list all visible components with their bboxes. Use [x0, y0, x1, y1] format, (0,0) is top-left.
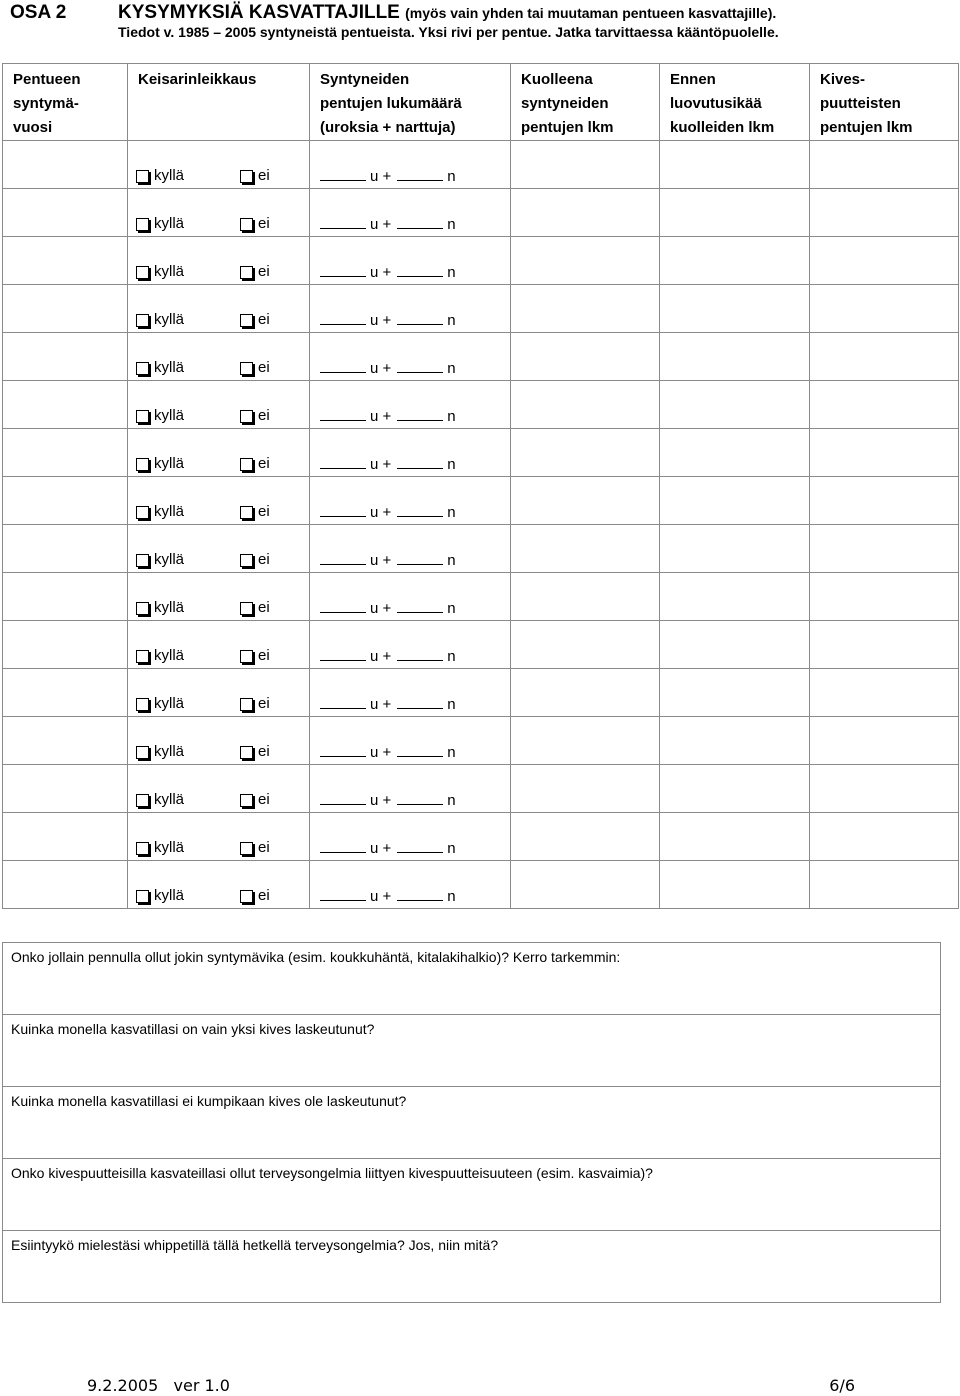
checkbox-icon[interactable] [240, 554, 253, 567]
birth-year-cell[interactable] [3, 189, 128, 237]
caesarean-no-option[interactable]: ei [240, 503, 270, 520]
birth-year-cell[interactable] [3, 717, 128, 765]
born-count-cell: u + n [310, 477, 511, 525]
checkbox-icon[interactable] [136, 266, 149, 279]
birth-year-cell[interactable] [3, 669, 128, 717]
females-blank[interactable] [397, 167, 443, 181]
caesarean-no-option[interactable]: ei [240, 263, 270, 280]
caesarean-no-option[interactable]: ei [240, 647, 270, 664]
females-blank[interactable] [397, 263, 443, 277]
males-blank[interactable] [320, 503, 366, 517]
males-blank[interactable] [320, 407, 366, 421]
died-early-cell[interactable] [660, 477, 810, 525]
caesarean-no-option[interactable]: ei [240, 359, 270, 376]
checkbox-icon[interactable] [240, 218, 253, 231]
females-blank[interactable] [397, 599, 443, 613]
caesarean-cell [128, 237, 310, 285]
stillborn-cell[interactable] [511, 717, 660, 765]
birth-year-cell[interactable] [3, 573, 128, 621]
males-blank[interactable] [320, 695, 366, 709]
cryptorchid-cell[interactable] [810, 717, 959, 765]
died-early-cell[interactable] [660, 141, 810, 189]
table-row [3, 717, 959, 765]
table-row [3, 813, 959, 861]
females-blank[interactable] [397, 647, 443, 661]
born-count-cell: u + n [310, 285, 511, 333]
males-blank[interactable] [320, 215, 366, 229]
checkbox-icon[interactable] [136, 554, 149, 567]
birth-year-cell[interactable] [3, 285, 128, 333]
females-blank[interactable] [397, 695, 443, 709]
cryptorchid-cell[interactable] [810, 381, 959, 429]
caesarean-no-option[interactable]: ei [240, 311, 270, 328]
stillborn-cell[interactable] [511, 861, 660, 909]
females-blank[interactable] [397, 311, 443, 325]
caesarean-no-option[interactable]: ei [240, 455, 270, 472]
caesarean-no-option[interactable]: ei [240, 887, 270, 904]
caesarean-cell [128, 189, 310, 237]
stillborn-cell[interactable] [511, 429, 660, 477]
died-early-cell[interactable] [660, 189, 810, 237]
stillborn-cell[interactable] [511, 621, 660, 669]
females-blank[interactable] [397, 887, 443, 901]
cryptorchid-cell[interactable] [810, 573, 959, 621]
questions-box [2, 942, 941, 1303]
females-blank[interactable] [397, 455, 443, 469]
table-row [3, 381, 959, 429]
died-early-cell[interactable] [660, 861, 810, 909]
cryptorchid-cell[interactable] [810, 813, 959, 861]
checkbox-icon[interactable] [136, 506, 149, 519]
males-blank[interactable] [320, 599, 366, 613]
born-count-cell: u + n [310, 573, 511, 621]
caesarean-cell [128, 381, 310, 429]
born-count-cell: u + n [310, 813, 511, 861]
checkbox-icon[interactable] [240, 266, 253, 279]
females-blank[interactable] [397, 839, 443, 853]
checkbox-icon[interactable] [136, 602, 149, 615]
caesarean-no-option[interactable]: ei [240, 167, 270, 184]
checkbox-icon[interactable] [240, 650, 253, 663]
checkbox-icon[interactable] [240, 842, 253, 855]
died-early-cell[interactable] [660, 429, 810, 477]
col-caesarean: Keisarinleikkaus [128, 64, 310, 141]
title-note: (myös vain yhden tai muutaman pentueen kasvattajille). [405, 5, 777, 21]
caesarean-cell [128, 813, 310, 861]
checkbox-icon[interactable] [136, 746, 149, 759]
females-blank[interactable] [397, 551, 443, 565]
caesarean-cell [128, 333, 310, 381]
checkbox-icon[interactable] [240, 890, 253, 903]
caesarean-no-option[interactable]: ei [240, 695, 270, 712]
caesarean-yes-option[interactable]: kyllä [136, 359, 184, 376]
died-early-cell[interactable] [660, 237, 810, 285]
born-count-cell: u + n [310, 765, 511, 813]
females-blank[interactable] [397, 503, 443, 517]
caesarean-no-option[interactable]: ei [240, 839, 270, 856]
table-row [3, 477, 959, 525]
checkbox-icon[interactable] [136, 458, 149, 471]
caesarean-yes-option[interactable]: kyllä [136, 311, 184, 328]
checkbox-icon[interactable] [240, 458, 253, 471]
caesarean-yes-option[interactable]: kyllä [136, 551, 184, 568]
caesarean-no-option[interactable]: ei [240, 215, 270, 232]
females-blank[interactable] [397, 407, 443, 421]
born-count-cell: u + n [310, 861, 511, 909]
caesarean-yes-option[interactable]: kyllä [136, 503, 184, 520]
cryptorchid-cell[interactable] [810, 429, 959, 477]
born-count-cell: u + n [310, 429, 511, 477]
caesarean-yes-option[interactable]: kyllä [136, 167, 184, 184]
cryptorchid-cell[interactable] [810, 765, 959, 813]
caesarean-cell [128, 525, 310, 573]
caesarean-no-option[interactable]: ei [240, 551, 270, 568]
stillborn-cell[interactable] [511, 765, 660, 813]
males-blank[interactable] [320, 839, 366, 853]
males-blank[interactable] [320, 647, 366, 661]
stillborn-cell[interactable] [511, 237, 660, 285]
cryptorchid-cell[interactable] [810, 189, 959, 237]
birth-year-cell[interactable] [3, 765, 128, 813]
birth-year-cell[interactable] [3, 141, 128, 189]
females-blank[interactable] [397, 359, 443, 373]
cryptorchid-cell[interactable] [810, 237, 959, 285]
table-row [3, 765, 959, 813]
males-blank[interactable] [320, 263, 366, 277]
subtitle: Tiedot v. 1985 – 2005 syntyneistä pentueista. Yksi rivi per pentue. Jatka tarvittaessa kääntöpuolelle. [118, 24, 779, 40]
birth-year-cell[interactable] [3, 381, 128, 429]
checkbox-icon[interactable] [240, 506, 253, 519]
cryptorchid-cell[interactable] [810, 477, 959, 525]
table-row [3, 861, 959, 909]
caesarean-cell [128, 141, 310, 189]
checkbox-icon[interactable] [136, 362, 149, 375]
caesarean-cell [128, 573, 310, 621]
caesarean-cell [128, 669, 310, 717]
col-died-early: Ennen luovutusikää kuolleiden lkm [660, 64, 810, 141]
caesarean-cell [128, 429, 310, 477]
caesarean-yes-option[interactable]: kyllä [136, 215, 184, 232]
died-early-cell[interactable] [660, 381, 810, 429]
table-row [3, 285, 959, 333]
caesarean-yes-option[interactable]: kyllä [136, 599, 184, 616]
born-count-cell: u + n [310, 621, 511, 669]
title-main: KYSYMYKSIÄ KASVATTAJILLE [118, 2, 400, 23]
checkbox-icon[interactable] [136, 410, 149, 423]
stillborn-cell[interactable] [511, 381, 660, 429]
table-row [3, 573, 959, 621]
table-row [3, 189, 959, 237]
birth-year-cell[interactable] [3, 333, 128, 381]
table-row [3, 237, 959, 285]
footer-page: 6/6 [829, 1376, 855, 1395]
table-header-row [3, 64, 959, 141]
checkbox-icon[interactable] [136, 650, 149, 663]
checkbox-icon[interactable] [240, 314, 253, 327]
checkbox-icon[interactable] [240, 698, 253, 711]
males-blank[interactable] [320, 551, 366, 565]
checkbox-icon[interactable] [136, 314, 149, 327]
checkbox-icon[interactable] [240, 602, 253, 615]
stillborn-cell[interactable] [511, 813, 660, 861]
checkbox-icon[interactable] [240, 410, 253, 423]
cryptorchid-cell[interactable] [810, 621, 959, 669]
cryptorchid-cell[interactable] [810, 669, 959, 717]
birth-year-cell[interactable] [3, 477, 128, 525]
checkbox-icon[interactable] [136, 698, 149, 711]
checkbox-icon[interactable] [240, 794, 253, 807]
checkbox-icon[interactable] [136, 794, 149, 807]
caesarean-cell [128, 621, 310, 669]
died-early-cell[interactable] [660, 333, 810, 381]
born-count-cell: u + n [310, 669, 511, 717]
caesarean-yes-option[interactable]: kyllä [136, 455, 184, 472]
question-no-testicles[interactable]: Kuinka monella kasvatillasi ei kumpikaan kives ole laskeutunut? [3, 1087, 940, 1159]
birth-year-cell[interactable] [3, 429, 128, 477]
caesarean-no-option[interactable]: ei [240, 791, 270, 808]
died-early-cell[interactable] [660, 765, 810, 813]
stillborn-cell[interactable] [511, 573, 660, 621]
born-count-cell: u + n [310, 381, 511, 429]
cryptorchid-cell[interactable] [810, 861, 959, 909]
checkbox-icon[interactable] [136, 890, 149, 903]
born-count-cell: u + n [310, 141, 511, 189]
caesarean-yes-option[interactable]: kyllä [136, 695, 184, 712]
birth-year-cell[interactable] [3, 813, 128, 861]
table-row [3, 429, 959, 477]
cryptorchid-cell[interactable] [810, 333, 959, 381]
question-birth-defects[interactable]: Onko jollain pennulla ollut jokin syntymävika (esim. koukkuhäntä, kitalakihalkio)? Kerro tarkemmin: [3, 943, 940, 1015]
males-blank[interactable] [320, 791, 366, 805]
checkbox-icon[interactable] [136, 842, 149, 855]
col-cryptorchid: Kives- puutteisten pentujen lkm [810, 64, 959, 141]
males-blank[interactable] [320, 887, 366, 901]
died-early-cell[interactable] [660, 717, 810, 765]
stillborn-cell[interactable] [511, 189, 660, 237]
caesarean-cell [128, 765, 310, 813]
question-cryptorchid-health[interactable]: Onko kivespuutteisilla kasvateillasi ollut terveysongelmia liittyen kivespuutteisuuteen (esim. kasvaimia)? [3, 1159, 940, 1231]
birth-year-cell[interactable] [3, 621, 128, 669]
stillborn-cell[interactable] [511, 477, 660, 525]
caesarean-cell [128, 285, 310, 333]
caesarean-yes-option[interactable]: kyllä [136, 407, 184, 424]
checkbox-icon[interactable] [240, 362, 253, 375]
table-row [3, 525, 959, 573]
died-early-cell[interactable] [660, 285, 810, 333]
males-blank[interactable] [320, 455, 366, 469]
caesarean-no-option[interactable]: ei [240, 743, 270, 760]
birth-year-cell[interactable] [3, 861, 128, 909]
caesarean-yes-option[interactable]: kyllä [136, 263, 184, 280]
col-birth-year: Pentueen syntymä- vuosi [3, 64, 128, 141]
died-early-cell[interactable] [660, 525, 810, 573]
birth-year-cell[interactable] [3, 525, 128, 573]
birth-year-cell[interactable] [3, 237, 128, 285]
stillborn-cell[interactable] [511, 141, 660, 189]
stillborn-cell[interactable] [511, 285, 660, 333]
stillborn-cell[interactable] [511, 525, 660, 573]
checkbox-icon[interactable] [136, 218, 149, 231]
col-born-count: Syntyneiden pentujen lukumäärä (uroksia + narttuja) [310, 64, 511, 141]
males-blank[interactable] [320, 311, 366, 325]
females-blank[interactable] [397, 743, 443, 757]
died-early-cell[interactable] [660, 813, 810, 861]
litter-table [2, 63, 959, 909]
males-blank[interactable] [320, 359, 366, 373]
caesarean-no-option[interactable]: ei [240, 407, 270, 424]
died-early-cell[interactable] [660, 573, 810, 621]
table-row [3, 669, 959, 717]
caesarean-yes-option[interactable]: kyllä [136, 887, 184, 904]
checkbox-icon[interactable] [136, 170, 149, 183]
caesarean-yes-option[interactable]: kyllä [136, 839, 184, 856]
born-count-cell: u + n [310, 333, 511, 381]
males-blank[interactable] [320, 743, 366, 757]
cryptorchid-cell[interactable] [810, 525, 959, 573]
cryptorchid-cell[interactable] [810, 285, 959, 333]
table-row [3, 333, 959, 381]
males-blank[interactable] [320, 167, 366, 181]
form-title [118, 2, 938, 41]
cryptorchid-cell[interactable] [810, 141, 959, 189]
caesarean-cell [128, 477, 310, 525]
caesarean-cell [128, 861, 310, 909]
born-count-cell: u + n [310, 717, 511, 765]
females-blank[interactable] [397, 215, 443, 229]
caesarean-yes-option[interactable]: kyllä [136, 647, 184, 664]
born-count-cell: u + n [310, 189, 511, 237]
footer-version: 9.2.2005 ver 1.0 [87, 1376, 230, 1395]
section-label: OSA 2 [10, 2, 67, 23]
died-early-cell[interactable] [660, 669, 810, 717]
table-row [3, 621, 959, 669]
checkbox-icon[interactable] [240, 170, 253, 183]
caesarean-no-option[interactable]: ei [240, 599, 270, 616]
caesarean-yes-option[interactable]: kyllä [136, 791, 184, 808]
born-count-cell: u + n [310, 525, 511, 573]
question-breed-health[interactable]: Esiintyykö mielestäsi whippetillä tällä hetkellä terveysongelmia? Jos, niin mitä? [3, 1231, 940, 1303]
table-row [3, 141, 959, 189]
caesarean-yes-option[interactable]: kyllä [136, 743, 184, 760]
stillborn-cell[interactable] [511, 333, 660, 381]
checkbox-icon[interactable] [240, 746, 253, 759]
died-early-cell[interactable] [660, 621, 810, 669]
females-blank[interactable] [397, 791, 443, 805]
question-one-testicle[interactable]: Kuinka monella kasvatillasi on vain yksi kives laskeutunut? [3, 1015, 940, 1087]
born-count-cell: u + n [310, 237, 511, 285]
stillborn-cell[interactable] [511, 669, 660, 717]
col-stillborn: Kuolleena syntyneiden pentujen lkm [511, 64, 660, 141]
caesarean-cell [128, 717, 310, 765]
